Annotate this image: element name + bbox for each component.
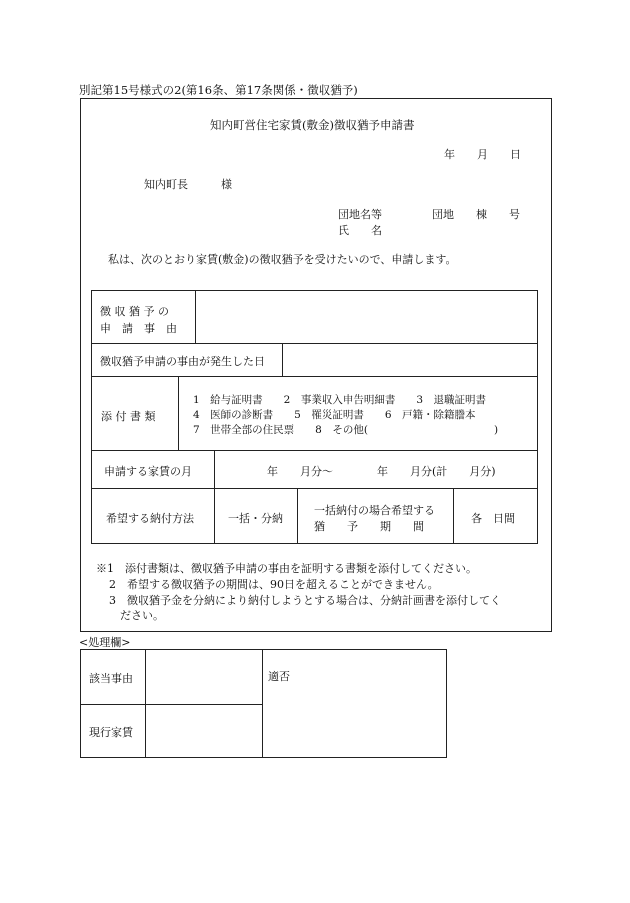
residence-field[interactable]: 団地 棟 号 (432, 208, 520, 221)
note-1: ※1 添付書類は、徴収猶予申請の事由を証明する書類を添付してください。 (96, 562, 477, 575)
docs-option-line1[interactable]: 1 給与証明書 2 事業収入申告明細書 3 退職証明書 (193, 394, 487, 406)
processing-reason-input[interactable] (147, 651, 261, 703)
table-rule (214, 450, 215, 544)
table-rule (91, 343, 538, 344)
note-3-continued: ださい。 (120, 609, 164, 622)
processing-reason-label: 該当事由 (89, 672, 133, 685)
table-rule (178, 376, 179, 450)
table-rule (80, 704, 263, 705)
reason-label-line2: 申 請 事 由 (100, 322, 177, 335)
payment-method-value[interactable]: 一括・分納 (228, 512, 283, 525)
rent-month-label: 申請する家賃の月 (104, 465, 192, 478)
approval-label: 適否 (268, 670, 290, 683)
table-rule (297, 488, 298, 544)
lump-sum-label-line1: 一括納付の場合希望する (314, 504, 435, 517)
approval-input[interactable] (264, 685, 445, 756)
docs-option-line3[interactable]: 7 世帯全部の住民票 8 その他( ) (193, 424, 499, 436)
addressee: 知内町長 様 (144, 178, 232, 191)
reason-input[interactable] (197, 292, 536, 342)
processing-rent-input[interactable] (147, 706, 261, 756)
form-title: 知内町営住宅家賃(敷金)徴収猶予申請書 (210, 118, 415, 132)
lump-sum-label-line2: 猶 予 期 間 (314, 520, 424, 533)
reason-label-line1: 徴 収 猶 予 の (100, 305, 169, 318)
deferral-days-value[interactable]: 各 日間 (471, 512, 515, 525)
payment-method-label: 希望する納付方法 (106, 512, 194, 525)
table-rule (91, 376, 538, 377)
processing-heading: <処理欄> (79, 636, 131, 649)
docs-label: 添 付 書 類 (101, 410, 156, 423)
processing-rent-label: 現行家賃 (89, 726, 133, 739)
residence-label: 団地名等 (338, 208, 382, 221)
occurrence-date-input[interactable] (284, 345, 536, 375)
rent-month-value[interactable]: 年 月分～ 年 月分(計 月分) (267, 465, 496, 478)
table-rule (91, 488, 538, 489)
date-line[interactable]: 年 月 日 (444, 148, 521, 161)
form-header: 別記第15号様式の2(第16条、第17条関係・徴収猶予) (79, 83, 358, 97)
name-label: 氏 名 (338, 224, 382, 237)
occurrence-date-label: 徴収猶予申請の事由が発生した日 (100, 355, 265, 368)
note-3: 3 徴収猶予金を分納により納付しようとする場合は、分納計画書を添付してく (109, 594, 501, 607)
table-rule (195, 290, 196, 343)
table-rule (91, 450, 538, 451)
table-rule (453, 488, 454, 544)
docs-option-line2[interactable]: 4 医師の診断書 5 罹災証明書 6 戸籍・除籍謄本 (193, 409, 476, 421)
intro-text: 私は、次のとおり家賃(敷金)の徴収猶予を受けたいので、申請します。 (108, 253, 457, 266)
table-rule (282, 343, 283, 376)
note-2: 2 希望する徴収猶予の期間は、90日を超えることができません。 (109, 578, 439, 591)
